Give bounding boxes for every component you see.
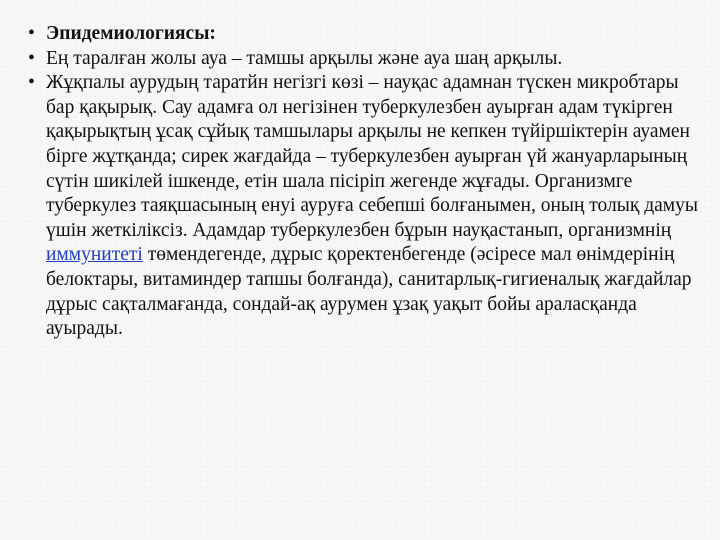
slide-content [28, 22, 698, 342]
bullet-item-heading [28, 22, 698, 47]
bullet-icon: • [28, 72, 35, 94]
bullet-list [28, 22, 698, 342]
bullet-icon: • [28, 23, 35, 44]
transmission-text: Ең таралған жолы ауа – тамшы арқылы және ауа шаң арқылы. [46, 47, 563, 69]
source-text-after: төмендегенде, дұрыс қоректенбегенде (әсіресе мал өнімдерінің белоктары, витаминдер тапшы болғанда), санитарлық-гигиеналық жағдайлар дұрыс сақталмағанда, сондай-ақ аурумен ұзақ уақыт бойы араласқанда ауырады. [46, 244, 692, 340]
source-text-before: Жұқпалы аурудың таратйн негізгі көзі – науқас адамнан түскен микробтары бар қақырық. Сау адамға ол негізінен туберкулезбен ауырған адам түкірген қақырықтың ұсақ сұйық тамшылары арқылы не кепкен түйіршіктерін ауамен бірге жұтқанда; сирек жағдайда – туберкулезбен ауырған үй жануарларының сүтін шикілей ішкенде, етін шала пісіріп жегенде жұғады. Организмге туберкулез таяқшасының енуі ауруға себепші болғанымен, оның толық дамуы үшін жеткіліксіз. Адамдар туберкулезбен бұрын науқастанып, организмнің [46, 72, 699, 241]
heading-text: Эпидемиологиясы: [46, 23, 216, 44]
bullet-item-source [28, 71, 698, 342]
bullet-icon: • [28, 47, 35, 69]
immunity-link[interactable]: иммунитеті [46, 244, 143, 266]
bullet-item-transmission [28, 47, 698, 72]
